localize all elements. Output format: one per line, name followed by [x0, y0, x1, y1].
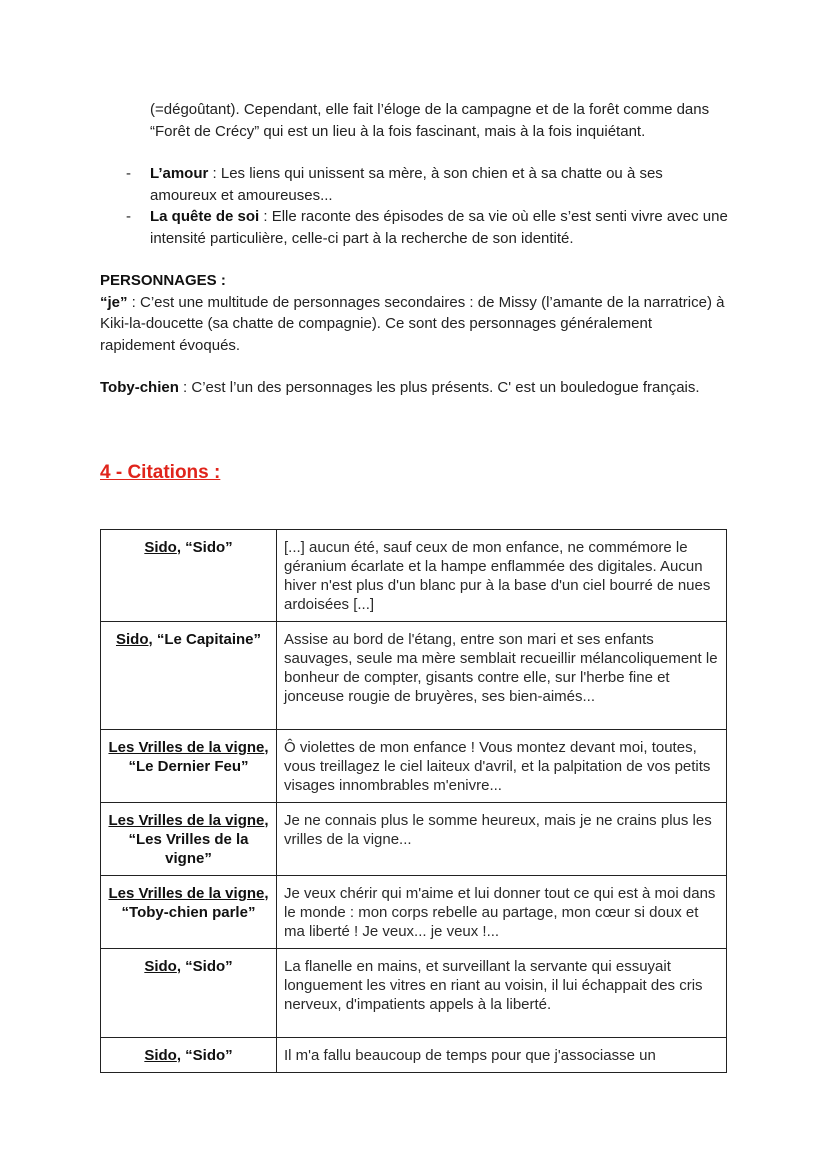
- work-title: Sido: [144, 958, 177, 975]
- work-title: Les Vrilles de la vigne: [108, 885, 265, 902]
- quote-text: La flanelle en mains, et surveillant la servante qui essuyait longuement les vitres en riant au voisin, il lui échappait des cris nerveux, d'impatients appels à la liberté.: [277, 949, 727, 1038]
- section-title: 4 - Citations :: [100, 462, 221, 483]
- chapter-title: , “Sido”: [176, 539, 233, 556]
- work-title: Sido: [144, 1047, 177, 1064]
- theme-title: La quête de soi: [150, 208, 260, 225]
- chapter-title: , “Les Vrilles de la vigne”: [128, 812, 269, 867]
- work-title: Les Vrilles de la vigne: [108, 812, 265, 829]
- bullet-dash: -: [126, 208, 131, 225]
- quote-text: Il m'a fallu beaucoup de temps pour que j'associasse un: [277, 1038, 727, 1073]
- characters-heading: PERSONNAGES :: [100, 272, 226, 289]
- quote-source: [101, 803, 277, 876]
- quote-source: [101, 622, 277, 730]
- quote-source: [101, 730, 277, 803]
- table-row: [101, 803, 727, 876]
- quote-text: Je veux chérir qui m'aime et lui donner tout ce qui est à moi dans le monde : mon corps rebelle au partage, mon cœur si doux et ma liberté ! Je veux... je veux !...: [277, 876, 727, 949]
- work-title: Sido: [115, 631, 149, 648]
- quotes-table: [100, 529, 727, 1073]
- themes-list: [100, 163, 730, 249]
- table-row: [101, 622, 727, 730]
- quote-text: [...] aucun été, sauf ceux de mon enfance, ne commémore le géranium écarlate et la hampe enflammée des digitales. Aucun hiver n'est plus d'un blanc pur à la base d'un ciel bourré de nues ardoisées [...]: [277, 530, 727, 622]
- intro-paragraph: (=dégoûtant). Cependant, elle fait l’éloge de la campagne et de la forêt comme dans “Forêt de Crécy” qui est un lieu à la fois fascinant, mais à la fois inquiétant.: [150, 101, 710, 140]
- chapter-title: , “Le Capitaine”: [148, 631, 262, 648]
- quote-source: [101, 1038, 277, 1073]
- theme-item: [100, 206, 730, 249]
- table-row: [101, 530, 727, 622]
- toby-text: : C’est l’un des personnages les plus présents. C' est un bouledogue français.: [178, 379, 700, 396]
- characters-je-paragraph: [100, 270, 730, 356]
- quote-source: [101, 949, 277, 1038]
- table-row: [101, 949, 727, 1038]
- work-title: Sido: [144, 539, 177, 556]
- chapter-title: , “Sido”: [176, 1047, 233, 1064]
- quote-text: Assise au bord de l'étang, entre son mari et ses enfants sauvages, seule ma mère semblait recueillir mélancoliquement le bonheur de compter, gisants contre elle, sur l'herbe fine et jonceuse rougie de bruyères, ses bien-aimés...: [277, 622, 727, 730]
- quote-text: Je ne connais plus le somme heureux, mais je ne crains plus les vrilles de la vigne...: [277, 803, 727, 876]
- toby-paragraph: [100, 377, 730, 399]
- quote-text: Ô violettes de mon enfance ! Vous montez devant moi, toutes, vous treillagez le ciel laiteux d'avril, et la palpitation de vos petits visages innombrables m'enivre...: [277, 730, 727, 803]
- chapter-title: , “Toby-chien parle”: [121, 885, 269, 921]
- bullet-dash: -: [126, 165, 131, 182]
- chapter-title: , “Sido”: [176, 958, 233, 975]
- work-title: Les Vrilles de la vigne: [108, 739, 265, 756]
- theme-item: [100, 163, 730, 206]
- toby-label: Toby-chien: [100, 379, 179, 396]
- quote-source: [101, 530, 277, 622]
- je-label: “je”: [100, 293, 128, 311]
- theme-text: : Elle raconte des épisodes de sa vie où elle s’est senti vivre avec une intensité particulière, celle-ci part à la recherche de son identité.: [150, 208, 728, 247]
- table-row: [101, 876, 727, 949]
- chapter-title: , “Le Dernier Feu”: [128, 739, 269, 775]
- table-row: [101, 1038, 727, 1073]
- theme-text: : Les liens qui unissent sa mère, à son chien et à sa chatte ou à ses amoureux et amoureuses...: [150, 165, 663, 204]
- je-text: : C’est une multitude de personnages secondaires : de Missy (l’amante de la narratrice) à Kiki-la-doucette (sa chatte de compagnie). Ce sont des personnages généralement rapidement évoqués.: [100, 293, 725, 354]
- theme-title: L’amour: [150, 165, 209, 182]
- quote-source: [101, 876, 277, 949]
- table-row: [101, 730, 727, 803]
